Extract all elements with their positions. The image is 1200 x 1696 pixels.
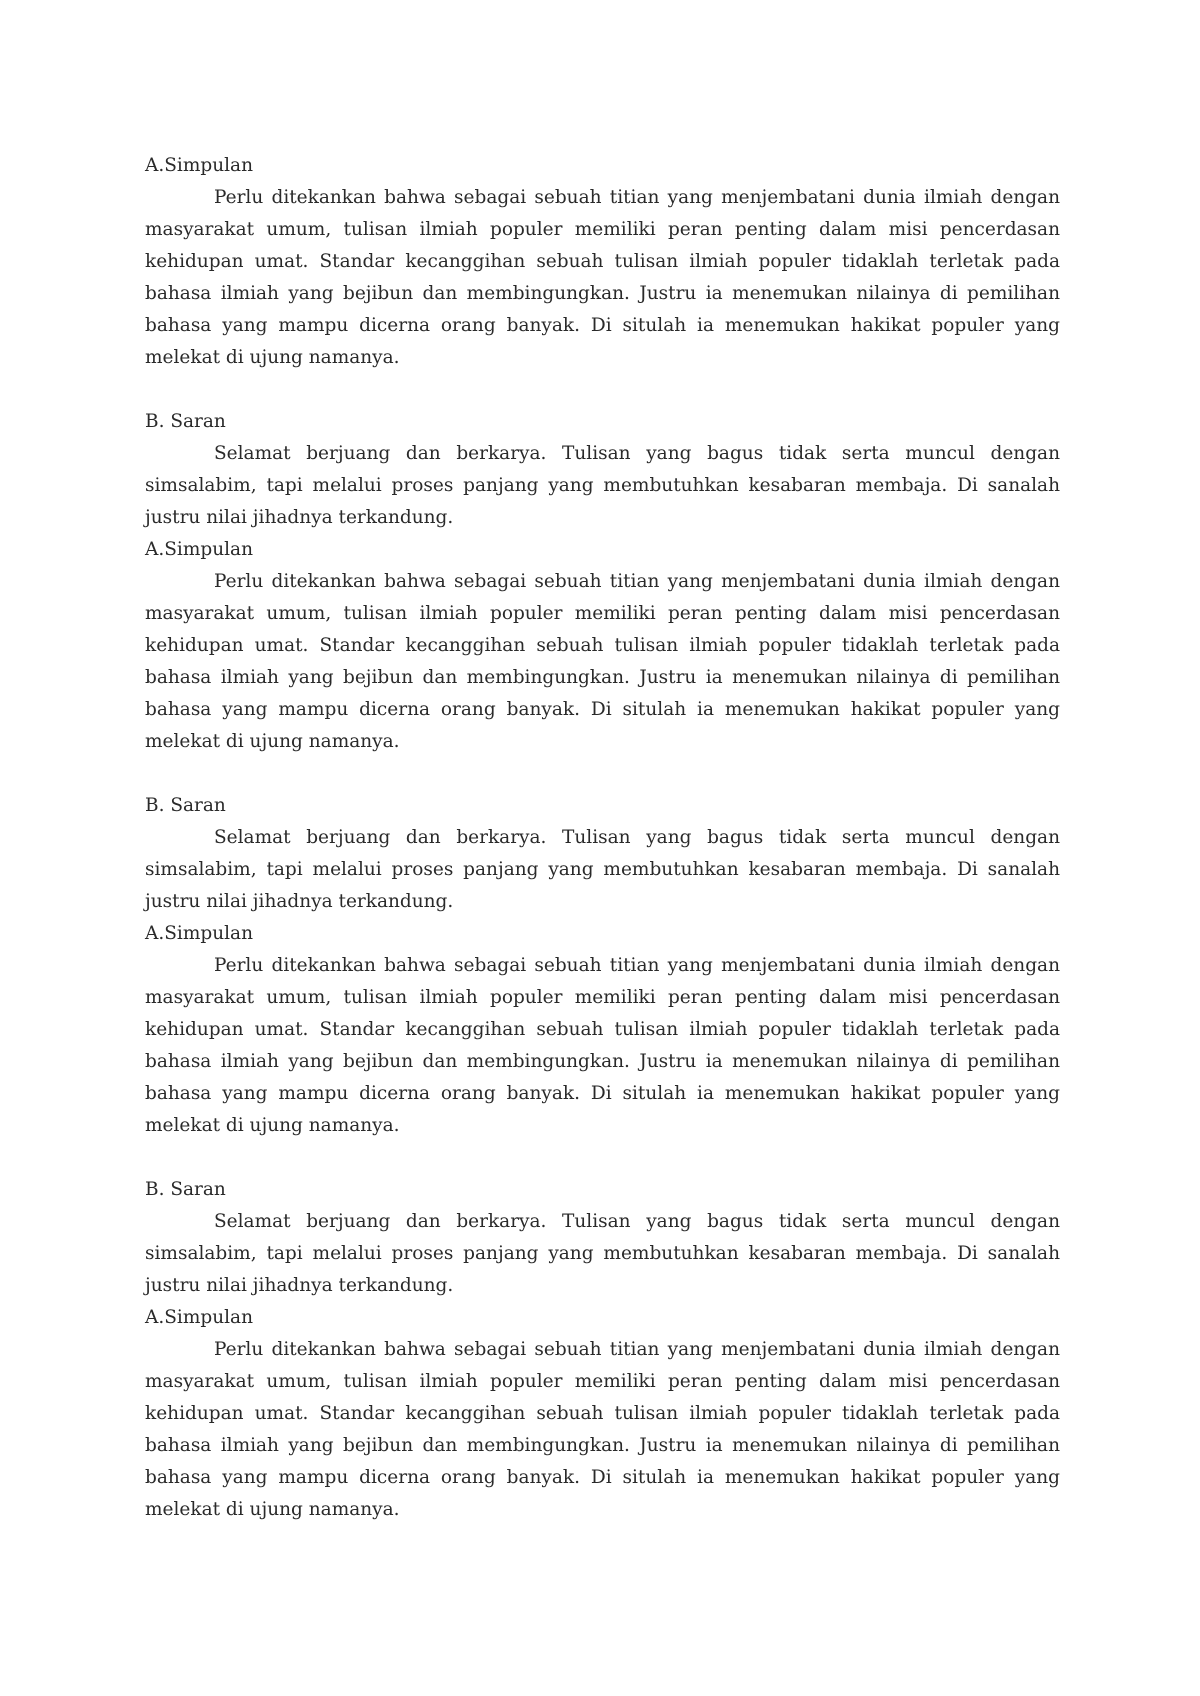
saran-paragraph: Selamat berjuang dan berkarya. Tulisan yang bagus tidak serta muncul dengan simsalabim, tapi melalui proses panjang yang membutuhkan kesabaran membaja. Di sanalah justru nilai jihadnya terkandung. — [145, 443, 1060, 528]
simpulan-heading: A.Simpulan — [145, 923, 253, 944]
simpulan-heading: A.Simpulan — [145, 155, 253, 176]
simpulan-paragraph: Perlu ditekankan bahwa sebagai sebuah titian yang menjembatani dunia ilmiah dengan masyarakat umum, tulisan ilmiah populer memiliki peran penting dalam misi pencerdasan kehidupan umat. Standar kecanggihan sebuah tulisan ilmiah populer tidaklah terletak pada bahasa ilmiah yang bejibun dan membingungkan. Justru ia menemukan nilainya di pemilihan bahasa yang mampu dicerna orang banyak. Di situlah ia menemukan hakikat populer yang melekat di ujung namanya. — [145, 1339, 1060, 1520]
section-block — [145, 150, 1060, 534]
simpulan-paragraph: Perlu ditekankan bahwa sebagai sebuah titian yang menjembatani dunia ilmiah dengan masyarakat umum, tulisan ilmiah populer memiliki peran penting dalam misi pencerdasan kehidupan umat. Standar kecanggihan sebuah tulisan ilmiah populer tidaklah terletak pada bahasa ilmiah yang bejibun dan membingungkan. Justru ia menemukan nilainya di pemilihan bahasa yang mampu dicerna orang banyak. Di situlah ia menemukan hakikat populer yang melekat di ujung namanya. — [145, 187, 1060, 368]
paragraph-gap — [145, 374, 1060, 406]
document-body — [145, 150, 1060, 1526]
section-block — [145, 918, 1060, 1302]
simpulan-heading: A.Simpulan — [145, 1307, 253, 1328]
simpulan-paragraph: Perlu ditekankan bahwa sebagai sebuah titian yang menjembatani dunia ilmiah dengan masyarakat umum, tulisan ilmiah populer memiliki peran penting dalam misi pencerdasan kehidupan umat. Standar kecanggihan sebuah tulisan ilmiah populer tidaklah terletak pada bahasa ilmiah yang bejibun dan membingungkan. Justru ia menemukan nilainya di pemilihan bahasa yang mampu dicerna orang banyak. Di situlah ia menemukan hakikat populer yang melekat di ujung namanya. — [145, 955, 1060, 1136]
saran-heading: B. Saran — [145, 411, 226, 432]
simpulan-heading: A.Simpulan — [145, 539, 253, 560]
saran-paragraph: Selamat berjuang dan berkarya. Tulisan yang bagus tidak serta muncul dengan simsalabim, tapi melalui proses panjang yang membutuhkan kesabaran membaja. Di sanalah justru nilai jihadnya terkandung. — [145, 827, 1060, 912]
saran-heading: B. Saran — [145, 795, 226, 816]
section-block — [145, 534, 1060, 918]
simpulan-paragraph: Perlu ditekankan bahwa sebagai sebuah titian yang menjembatani dunia ilmiah dengan masyarakat umum, tulisan ilmiah populer memiliki peran penting dalam misi pencerdasan kehidupan umat. Standar kecanggihan sebuah tulisan ilmiah populer tidaklah terletak pada bahasa ilmiah yang bejibun dan membingungkan. Justru ia menemukan nilainya di pemilihan bahasa yang mampu dicerna orang banyak. Di situlah ia menemukan hakikat populer yang melekat di ujung namanya. — [145, 571, 1060, 752]
paragraph-gap — [145, 1142, 1060, 1174]
section-block — [145, 1302, 1060, 1526]
paragraph-gap — [145, 758, 1060, 790]
saran-heading: B. Saran — [145, 1179, 226, 1200]
saran-paragraph: Selamat berjuang dan berkarya. Tulisan yang bagus tidak serta muncul dengan simsalabim, tapi melalui proses panjang yang membutuhkan kesabaran membaja. Di sanalah justru nilai jihadnya terkandung. — [145, 1211, 1060, 1296]
